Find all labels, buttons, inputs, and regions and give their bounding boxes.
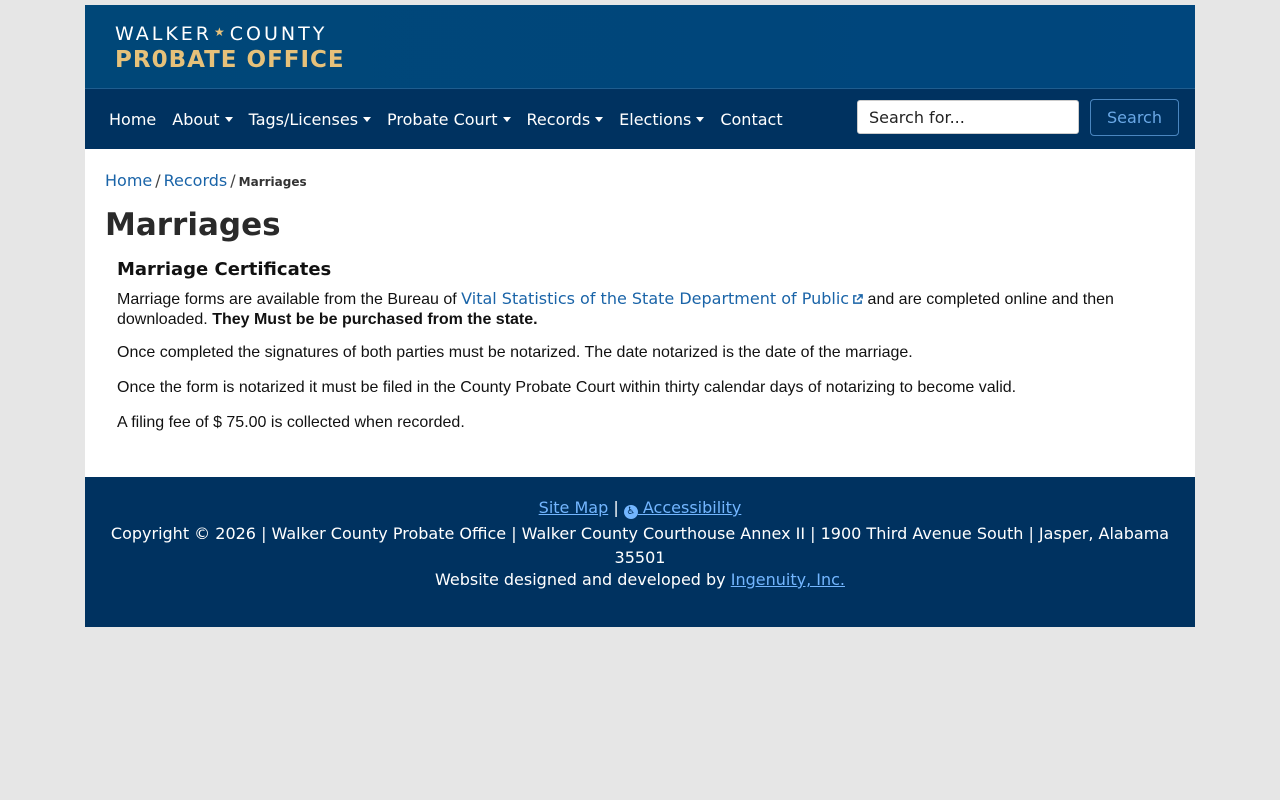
- caret-down-icon: [503, 117, 511, 122]
- paragraph-filing: Once the form is notarized it must be filed in the County Probate Court within thirty calendar days of notarizing to become valid.: [117, 379, 1017, 396]
- footer-divider: |: [608, 498, 624, 517]
- logo-top-line: [115, 23, 345, 47]
- nav-item-tags-licenses[interactable]: [241, 110, 379, 129]
- paragraph-text: and are completed online and then downloaded.: [117, 291, 1114, 328]
- site-header: [85, 5, 1195, 89]
- nav-item-records[interactable]: [519, 110, 612, 129]
- breadcrumb-separator: /: [230, 171, 236, 190]
- logo-bottom-line: PR0BATE OFFICE: [115, 47, 345, 73]
- paragraph-notarized: Once completed the signatures of both parties must be notarized. The date notarized is the date of the marriage.: [117, 344, 913, 361]
- nav-item-home[interactable]: [101, 110, 164, 129]
- caret-down-icon: [363, 117, 371, 122]
- breadcrumb: [105, 171, 307, 190]
- search-button[interactable]: Search: [1090, 99, 1179, 136]
- nav-item-label: Home: [109, 109, 157, 129]
- breadcrumb-separator: /: [155, 171, 161, 190]
- nav-item-label: Records: [526, 109, 591, 129]
- designer-link[interactable]: Ingenuity, Inc.: [730, 570, 845, 589]
- copyright-text: Copyright © 2026 | Walker County Probate Office | Walker County Courthouse Annex II | 1900 Third Avenue South | Jasper, Alabama 35501: [110, 524, 1170, 567]
- link-text: Vital Statistics of the State Department of Public: [461, 289, 850, 308]
- accessibility-label: Accessibility: [637, 498, 742, 517]
- page-container: [85, 5, 1195, 627]
- footer-links: [85, 498, 1195, 519]
- vital-statistics-link[interactable]: [461, 289, 863, 308]
- caret-down-icon: [595, 117, 603, 122]
- star-icon: ★: [214, 25, 228, 39]
- nav-item-about[interactable]: [164, 110, 240, 129]
- nav-item-label: About: [172, 109, 220, 129]
- section-title: Marriage Certificates: [117, 259, 332, 280]
- caret-down-icon: [696, 117, 704, 122]
- designer-credit: [85, 570, 1195, 589]
- paragraph-forms: [117, 289, 1167, 330]
- external-link-icon: [852, 294, 863, 305]
- paragraph-text: Marriage forms are available from the Bureau of: [117, 291, 462, 308]
- accessibility-link[interactable]: [624, 498, 742, 517]
- site-logo[interactable]: [115, 23, 345, 73]
- site-map-link[interactable]: Site Map: [538, 498, 609, 517]
- nav-item-label: Elections: [619, 109, 692, 129]
- logo-county: COUNTY: [229, 23, 328, 45]
- breadcrumb-current: Marriages: [238, 175, 307, 189]
- nav-item-label: Contact: [720, 109, 783, 129]
- logo-walker: WALKER: [115, 23, 212, 45]
- designer-text: Website designed and developed by: [435, 570, 731, 589]
- breadcrumb-records[interactable]: Records: [163, 171, 228, 190]
- page-title: Marriages: [105, 207, 281, 243]
- accessibility-icon: ♿: [624, 505, 638, 519]
- nav-item-probate-court[interactable]: [379, 110, 519, 129]
- paragraph-bold-text: They Must be be purchased from the state.: [212, 311, 538, 328]
- caret-down-icon: [225, 117, 233, 122]
- nav-item-elections[interactable]: [611, 110, 712, 129]
- search-input[interactable]: [857, 100, 1079, 134]
- nav-item-label: Probate Court: [387, 109, 498, 129]
- nav-item-label: Tags/Licenses: [248, 109, 359, 129]
- paragraph-fee: A filing fee of $ 75.00 is collected when recorded.: [117, 414, 465, 431]
- main-content: [85, 149, 1195, 477]
- breadcrumb-home[interactable]: Home: [105, 171, 153, 190]
- site-footer: [85, 477, 1195, 627]
- nav-item-contact[interactable]: [712, 110, 790, 129]
